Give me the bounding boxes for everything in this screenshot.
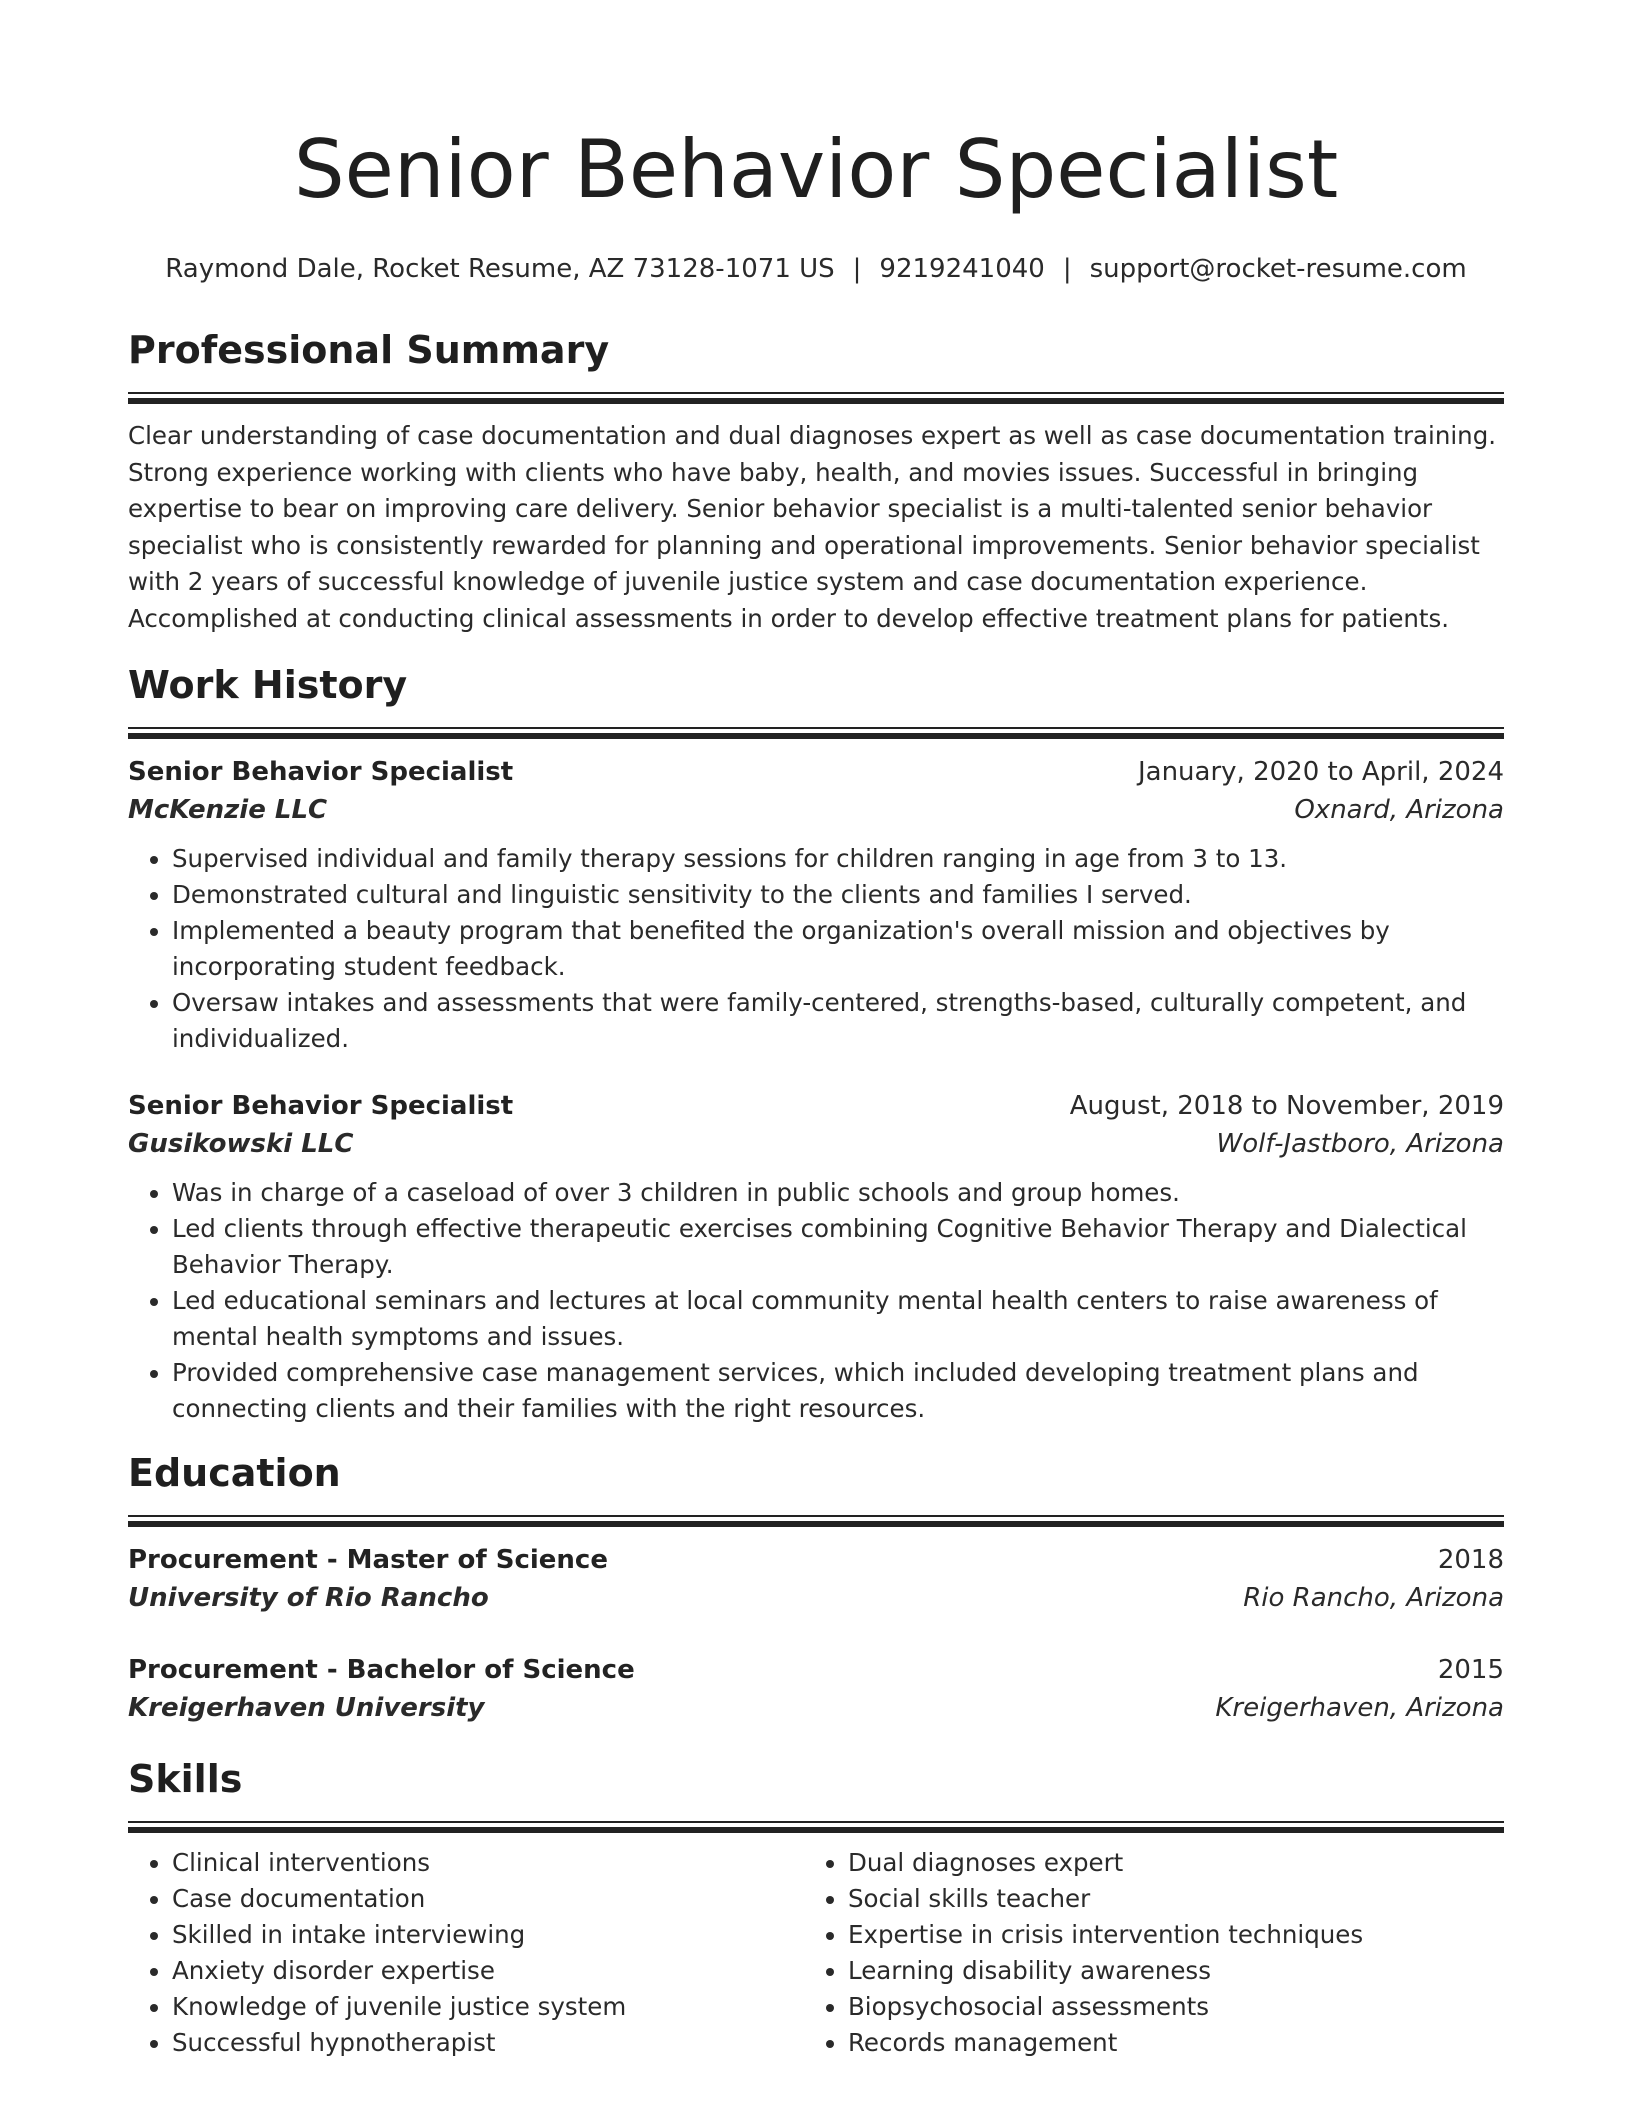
job-title-row xyxy=(128,753,1504,791)
skill-item: • Learning disability awareness xyxy=(848,1953,1480,1989)
skill-item: • Dual diagnoses expert xyxy=(848,1845,1480,1881)
degree-row xyxy=(128,1651,1504,1689)
degree-year: 2015 xyxy=(1437,1655,1504,1685)
job-bullets xyxy=(128,841,1504,1057)
job-title: Senior Behavior Specialist xyxy=(128,757,514,787)
skill-item: • Knowledge of juvenile justice system xyxy=(172,1989,804,2025)
list-item: • Provided comprehensive case management services, which included developing treatment plans and connecting clients and their families with the right resources. xyxy=(172,1355,1504,1427)
school-name: Kreigerhaven University xyxy=(128,1693,485,1723)
job-location: Oxnard, Arizona xyxy=(1294,795,1504,825)
contact-line xyxy=(128,252,1504,286)
summary-text: Clear understanding of case documentation and dual diagnoses expert as well as case documentation training. Strong experience working with clients who have baby, health, and movies issues. Successful in bringing expertise to bear on improving care delivery. Senior behavior specialist is a multi-talented senior behavior specialist who is consistently rewarded for planning and operational improvements. Senior behavior specialist with 2 years of successful knowledge of juvenile justice system and case documentation experience. Accomplished at conducting clinical assessments in order to develop effective treatment plans for patients. xyxy=(128,421,1497,633)
skill-item: • Clinical interventions xyxy=(172,1845,804,1881)
list-item: • Oversaw intakes and assessments that were family-centered, strengths-based, culturally competent, and individualized. xyxy=(172,985,1504,1057)
list-item: • Led educational seminars and lectures at local community mental health centers to raise awareness of mental health symptoms and issues. xyxy=(172,1283,1504,1355)
skills-list-left xyxy=(128,1845,804,2061)
job-company: Gusikowski LLC xyxy=(128,1129,354,1159)
section-heading-skills: Skills xyxy=(128,1757,243,1801)
school-name: University of Rio Rancho xyxy=(128,1583,489,1613)
resume-title: Senior Behavior Specialist xyxy=(293,123,1339,216)
section-divider xyxy=(128,727,1504,739)
job-location: Wolf-Jastboro, Arizona xyxy=(1216,1129,1504,1159)
section-heading-summary: Professional Summary xyxy=(128,328,610,372)
job-title: Senior Behavior Specialist xyxy=(128,1091,514,1121)
section-heading-education: Education xyxy=(128,1451,341,1495)
school-location: Rio Rancho, Arizona xyxy=(1243,1583,1504,1613)
job-company-row xyxy=(128,791,1504,829)
school-row xyxy=(128,1689,1504,1727)
contact-email: support@rocket-resume.com xyxy=(1089,254,1467,284)
contact-separator: | xyxy=(1062,254,1072,284)
skills-columns xyxy=(128,1845,1504,2061)
skill-item: • Case documentation xyxy=(172,1881,804,1917)
skill-item: • Biopsychosocial assessments xyxy=(848,1989,1480,2025)
list-item: • Led clients through effective therapeutic exercises combining Cognitive Behavior Therapy and Dialectical Behavior Therapy. xyxy=(172,1211,1504,1283)
section-divider xyxy=(128,392,1504,404)
work-history-section xyxy=(128,661,1504,1427)
job-dates: January, 2020 to April, 2024 xyxy=(1137,757,1504,787)
skill-item: • Skilled in intake interviewing xyxy=(172,1917,804,1953)
skill-item: • Social skills teacher xyxy=(848,1881,1480,1917)
list-item: • Demonstrated cultural and linguistic sensitivity to the clients and families I served. xyxy=(172,877,1504,913)
section-divider xyxy=(128,1821,1504,1833)
degree-name: Procurement - Master of Science xyxy=(128,1545,608,1575)
degree-year: 2018 xyxy=(1437,1545,1504,1575)
skills-section xyxy=(128,1755,1504,2061)
skills-list-right xyxy=(804,1845,1480,2061)
section-heading-work-history: Work History xyxy=(128,663,408,707)
degree-name: Procurement - Bachelor of Science xyxy=(128,1655,635,1685)
education-entry xyxy=(128,1651,1504,1727)
degree-row xyxy=(128,1541,1504,1579)
list-item: • Implemented a beauty program that benefited the organization's overall mission and objectives by incorporating student feedback. xyxy=(172,913,1504,985)
job-dates: August, 2018 to November, 2019 xyxy=(1069,1091,1504,1121)
job-company-row xyxy=(128,1125,1504,1163)
job-company: McKenzie LLC xyxy=(128,795,328,825)
job-title-row xyxy=(128,1087,1504,1125)
school-row xyxy=(128,1579,1504,1617)
skill-item: • Anxiety disorder expertise xyxy=(172,1953,804,1989)
job-bullets xyxy=(128,1175,1504,1427)
contact-phone: 9219241040 xyxy=(879,254,1045,284)
skill-item: • Records management xyxy=(848,2025,1480,2061)
summary-section xyxy=(128,326,1504,637)
job-entry xyxy=(128,753,1504,1057)
list-item: • Supervised individual and family therapy sessions for children ranging in age from 3 to 13. xyxy=(172,841,1504,877)
school-location: Kreigerhaven, Arizona xyxy=(1215,1693,1504,1723)
education-section xyxy=(128,1449,1504,1727)
contact-separator: | xyxy=(852,254,862,284)
list-item: • Was in charge of a caseload of over 3 children in public schools and group homes. xyxy=(172,1175,1504,1211)
skill-item: • Expertise in crisis intervention techniques xyxy=(848,1917,1480,1953)
education-entry xyxy=(128,1541,1504,1617)
job-entry xyxy=(128,1087,1504,1427)
contact-address: Raymond Dale, Rocket Resume, AZ 73128-1071 US xyxy=(165,254,835,284)
section-divider xyxy=(128,1515,1504,1527)
skill-item: • Successful hypnotherapist xyxy=(172,2025,804,2061)
